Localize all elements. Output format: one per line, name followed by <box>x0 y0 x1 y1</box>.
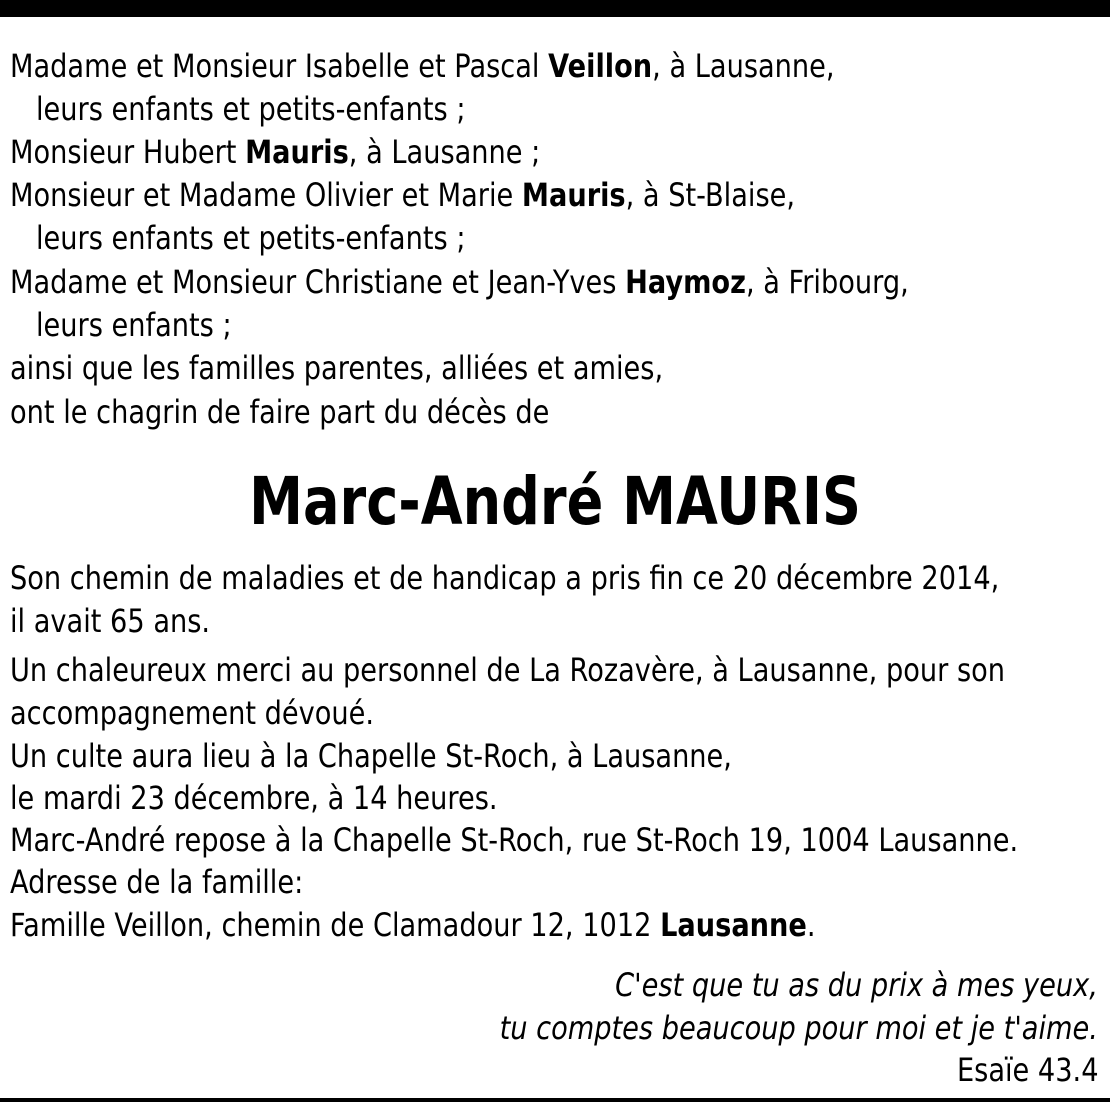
family-subline-haymoz: leurs enfants ; <box>36 306 232 344</box>
family-subline-olivier: leurs enfants et petits-enfants ; <box>36 219 466 257</box>
deceased-name <box>0 464 1110 540</box>
details-thanks-line-2: accompagnement dévoué. <box>10 694 375 732</box>
family-place: , à St-Blaise, <box>625 176 796 214</box>
family-line-veillon <box>10 46 835 86</box>
details-address-line <box>10 905 815 945</box>
top-rule <box>0 0 1110 17</box>
family-line-olivier <box>10 175 795 215</box>
family-text: Monsieur Hubert <box>10 133 246 171</box>
details-service-date-line: le mardi 23 décembre, à 14 heures. <box>10 779 498 817</box>
family-line-hubert <box>10 132 540 172</box>
family-text: Madame et Monsieur Christiane et Jean-Yves <box>10 263 626 301</box>
deceased-name-text: Marc-André MAURIS <box>249 463 861 540</box>
family-line-haymoz <box>10 262 909 302</box>
family-surname: Veillon <box>548 47 653 85</box>
quote-line-1: C'est que tu as du prix à mes yeux, <box>615 966 1098 1004</box>
details-address-label: Adresse de la famille: <box>10 863 304 901</box>
address-text: Famille Veillon, chemin de Clamadour 12, 1012 <box>10 906 661 944</box>
family-surname: Mauris <box>521 176 626 214</box>
family-place: , à Fribourg, <box>745 263 909 301</box>
details-passing-line: Son chemin de maladies et de handicap a pris fin ce 20 décembre 2014, <box>10 559 1000 597</box>
family-place: , à Lausanne, <box>652 47 835 85</box>
details-service-line: Un culte aura lieu à la Chapelle St-Roch, à Lausanne, <box>10 737 732 775</box>
quote-line-2: tu comptes beaucoup pour moi et je t'aime. <box>499 1009 1098 1047</box>
address-city: Lausanne <box>660 906 807 944</box>
family-text: Madame et Monsieur Isabelle et Pascal <box>10 47 549 85</box>
closing-line-announcement: ont le chagrin de faire part du décès de <box>10 393 550 431</box>
family-surname: Mauris <box>245 133 349 171</box>
family-text: Monsieur et Madame Olivier et Marie <box>10 176 522 214</box>
address-period: . <box>806 906 816 944</box>
bottom-rule <box>0 1098 1110 1102</box>
closing-line-families: ainsi que les familles parentes, alliées et amies, <box>10 349 664 387</box>
quote-reference: Esaïe 43.4 <box>956 1051 1098 1089</box>
details-age-line: il avait 65 ans. <box>10 602 211 640</box>
details-thanks-line: Un chaleureux merci au personnel de La Rozavère, à Lausanne, pour son <box>10 651 1005 689</box>
family-surname: Haymoz <box>625 263 746 301</box>
family-place: , à Lausanne ; <box>348 133 541 171</box>
details-rest-line: Marc-André repose à la Chapelle St-Roch, rue St-Roch 19, 1004 Lausanne. <box>10 821 1019 859</box>
family-subline-veillon: leurs enfants et petits-enfants ; <box>36 90 466 128</box>
